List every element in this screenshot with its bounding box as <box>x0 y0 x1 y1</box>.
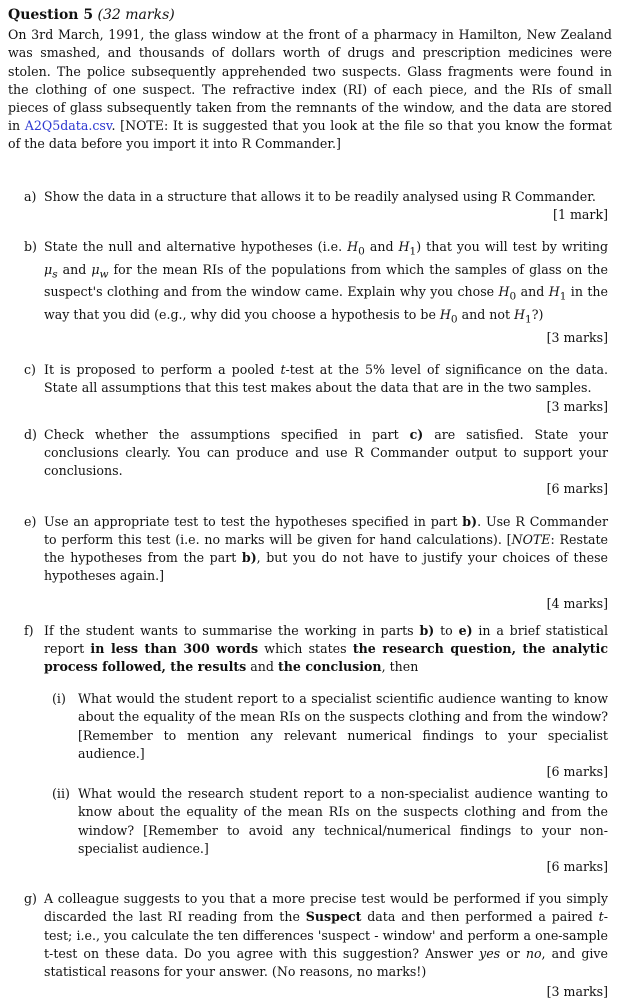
part-f-sub-i <box>52 690 612 763</box>
part-c <box>24 361 612 416</box>
part-d-marks: [6 marks] <box>546 481 608 497</box>
part-f-sub-i-label: (i) <box>52 691 66 707</box>
part-f <box>24 622 612 677</box>
part-b-label: b) <box>24 239 37 255</box>
part-d-text: Check whether the assumptions specified in part c) are satisfied. State your conclusions clearly. You can produce and use R Commander output to support your conclusions. <box>44 426 608 479</box>
part-f-sub-i-marks: [6 marks] <box>546 763 608 779</box>
part-e-label: e) <box>24 513 37 529</box>
part-f-label: f) <box>24 622 34 638</box>
part-g-marks: [3 marks] <box>546 984 608 1000</box>
data-file-link[interactable]: A2Q5data.csv <box>24 118 112 134</box>
part-g-text: A colleague suggests to you that a more precise test would be performed if you simply discarded the last RI reading from the Suspect data and then performed a paired t-test; i.e., you calculate the ten differences 'suspect - window' and perform a one-sample t-test on these data. Do you agree with this suggestion? Answer yes or no, and give statistical reasons for your answer. (No reasons, no marks!) <box>44 891 609 979</box>
question-intro: On 3rd March, 1991, the glass window at the front of a pharmacy in Hamilton, New Zealand was smashed, and thousands of dollars worth of drugs and prescription medicines were stolen. The police subsequently apprehended two suspects. Glass fragments were found in the clothing of one suspect. The refractive index (RI) of each piece, and the RIs of small pieces of glass subsequently taken from the remnants of the window, and the data are stored in A2Q5data.csv. [NOTE: It is suggested that you look at the file so that you know the format of the data before you import it into R Commander.] <box>8 27 612 152</box>
part-f-sub-ii <box>52 785 612 858</box>
part-f-text: If the student wants to summarise the working in parts b) to e) in a brief statistical report in less than 300 words which states the research question, the analytic process followed, the results and the conclusion, then <box>44 622 609 674</box>
part-b <box>24 238 612 347</box>
part-e-text: Use an appropriate test to test the hypotheses specified in part b). Use R Commander to perform this test (i.e. no marks will be given for hand calculations). [NOTE: Restate the hypotheses from the part b), but you do not have to justify your choices of these hypotheses again.] <box>44 513 609 584</box>
part-d-label: d) <box>24 426 37 442</box>
part-e-marks: [4 marks] <box>546 596 608 612</box>
part-b-text: State the null and alternative hypotheses (i.e. $H_0$ and $H_1$) that you will test by writing $\mu_s$ and $\mu_w$ for the mean RIs of the populations from which the samples of glass on the suspect's clothing and from the window came. Explain why you chose $H_0$ and $H_1$ in the way that you did (e.g., why did you choose a hypothesis to be $H_0$ and not $H_1$?) <box>44 239 609 326</box>
part-f-sub-i-text: What would the student report to a specialist scientific audience wanting to know about the equality of the mean RIs on the suspects clothing and from the window? [Remember to mention any relevant numerical findings to your specialist audience.] <box>78 691 608 761</box>
part-c-text: It is proposed to perform a pooled t-test at the 5% level of significance on the data. State all assumptions that this test makes about the data that are in the two samples. <box>44 362 608 396</box>
part-g-label: g) <box>24 891 37 907</box>
question-header <box>8 6 612 24</box>
part-b-marks: [3 marks] <box>546 329 608 345</box>
part-d <box>24 426 612 499</box>
part-g <box>24 890 612 1001</box>
part-c-label: c) <box>24 362 36 378</box>
part-a-label: a) <box>24 188 37 204</box>
part-c-marks: [3 marks] <box>546 398 608 414</box>
part-f-sub-ii-label: (ii) <box>52 786 70 802</box>
part-a-text: Show the data in a structure that allows it to be readily analysed using R Commander. <box>44 188 596 204</box>
question-marks: (32 marks) <box>97 7 175 23</box>
question-title: Question 5 <box>8 7 94 23</box>
part-e <box>24 513 612 614</box>
part-a-marks: [1 mark] <box>553 206 608 222</box>
part-f-sub-ii-marks: [6 marks] <box>546 858 608 874</box>
part-f-sub-ii-text: What would the research student report to a non-specialist audience wanting to know about the equality of the mean RIs on the suspects clothing and from the window? [Remember to avoid any technical/numerical findings to your non-specialist audience.] <box>78 786 608 856</box>
part-a <box>24 188 612 224</box>
